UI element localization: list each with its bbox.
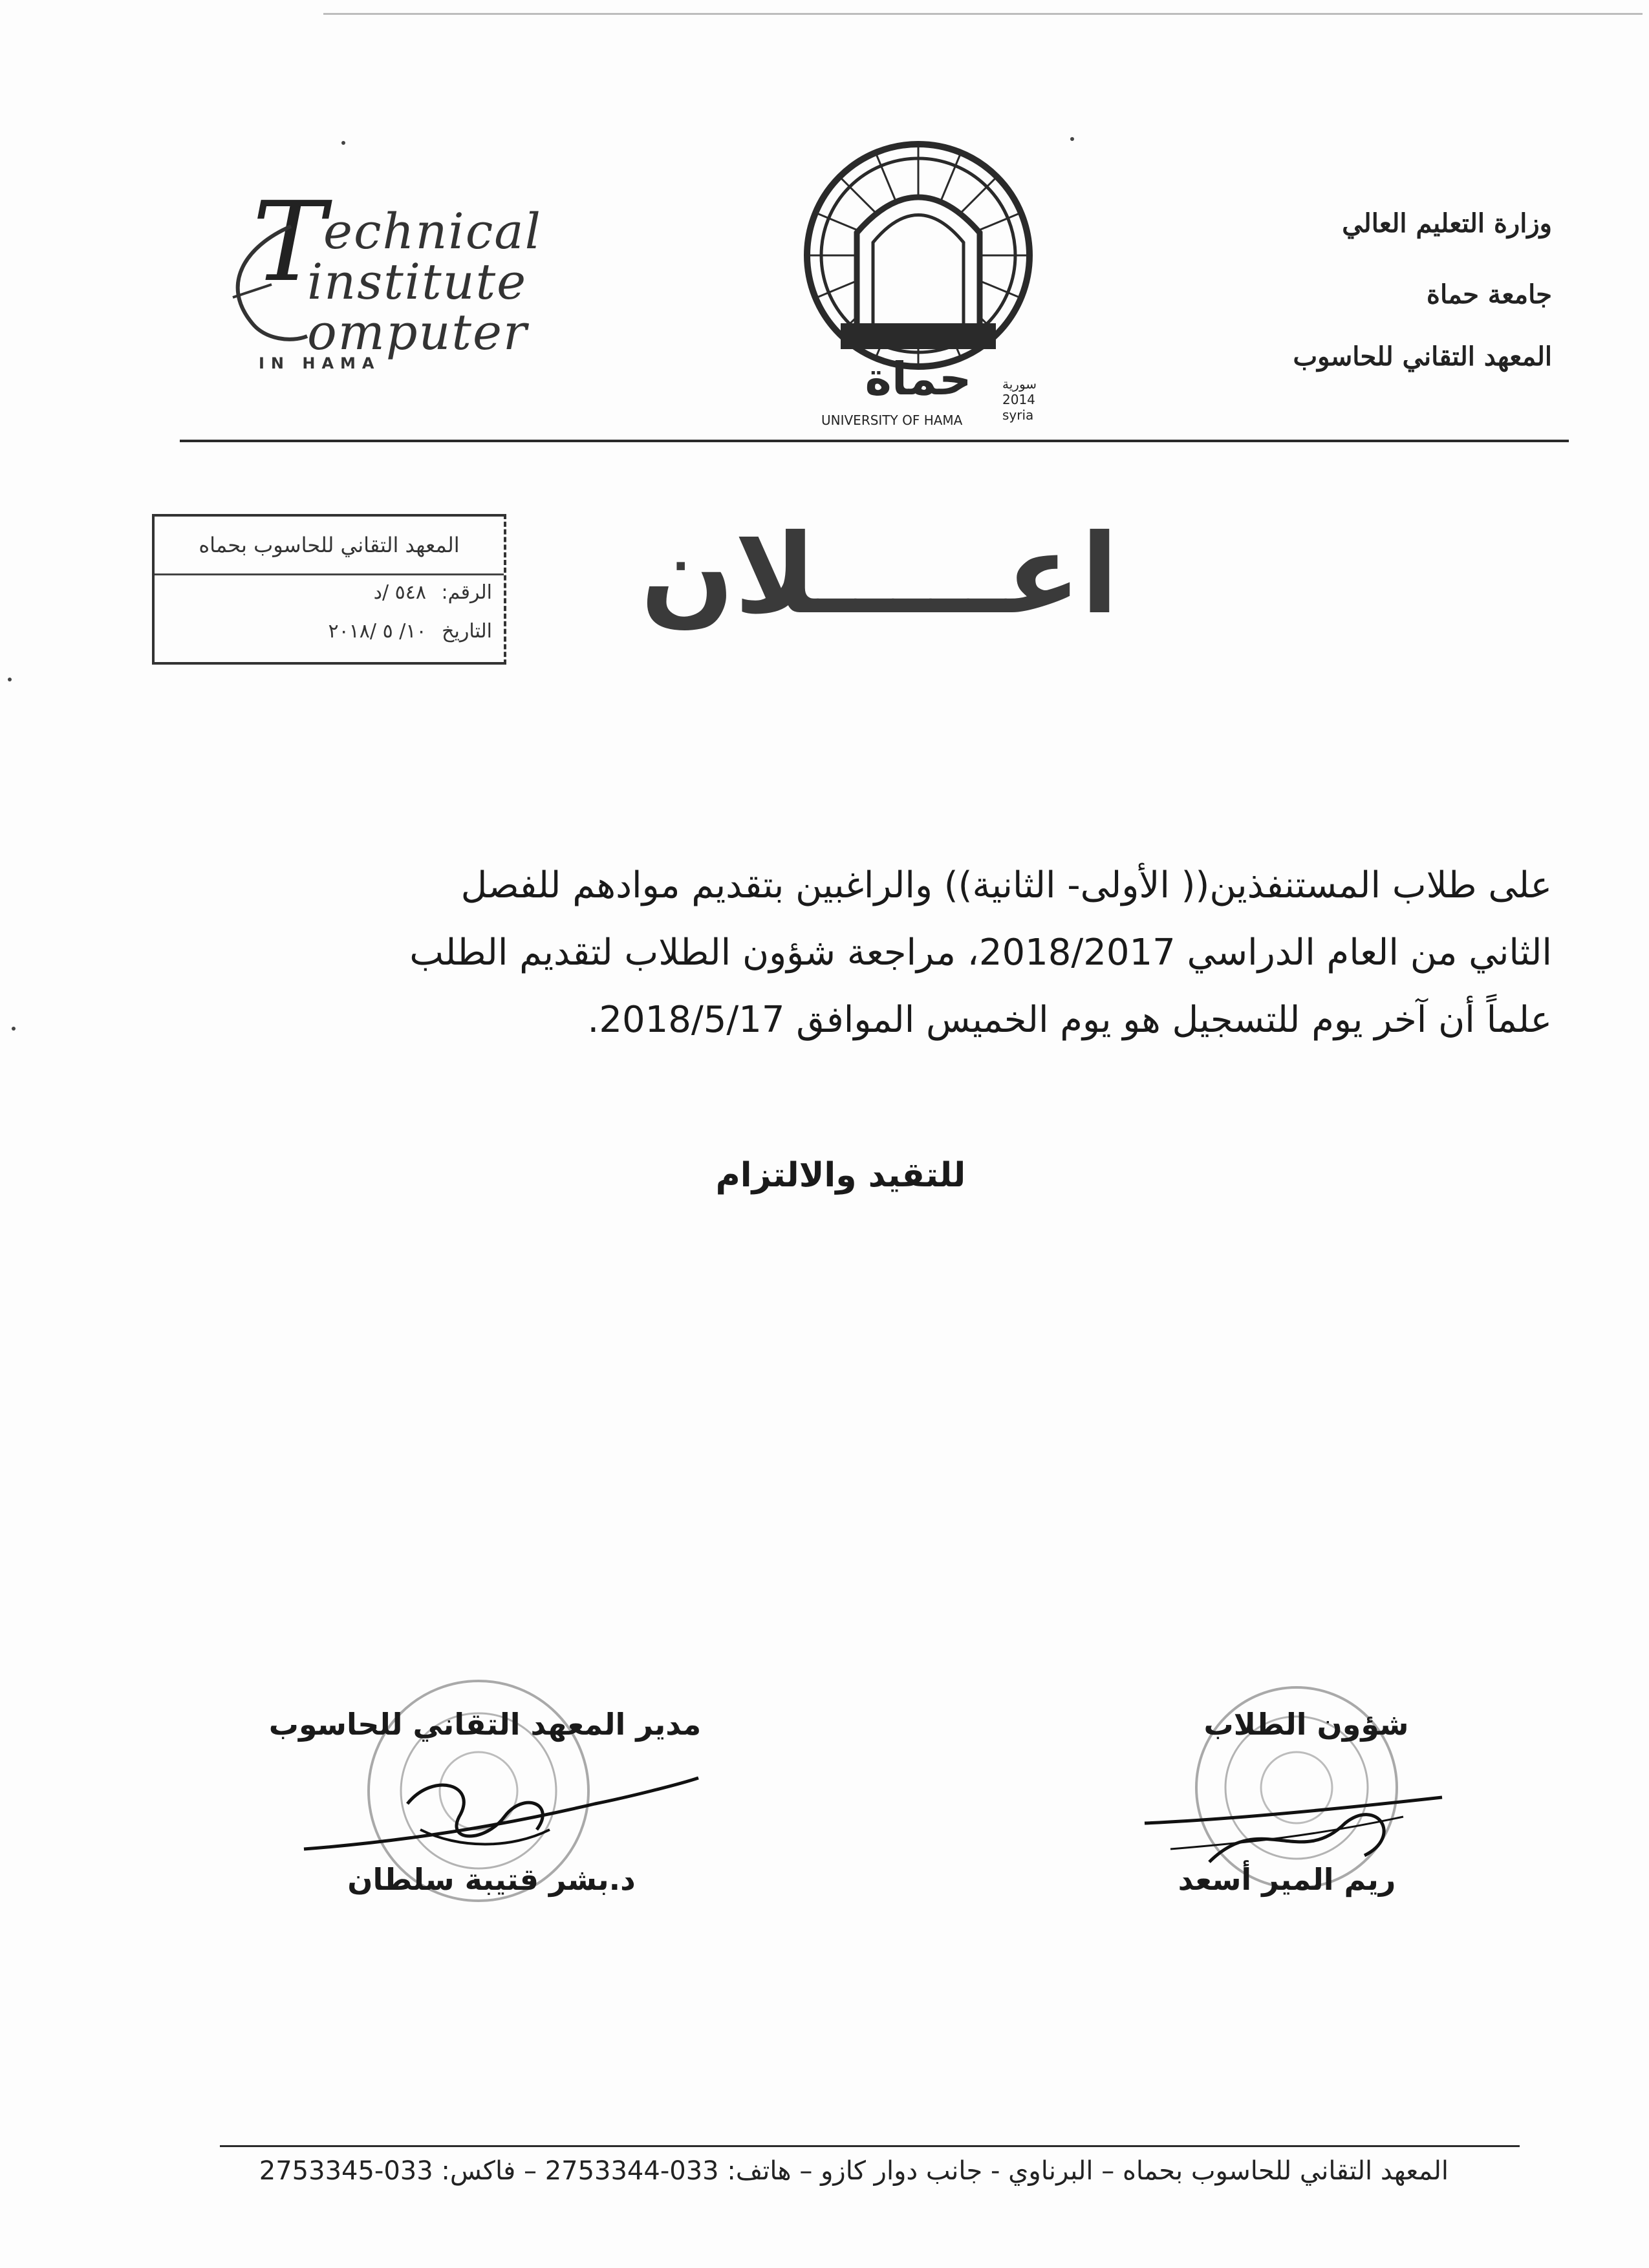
closing-line: للتقيد والالتزام [715, 1156, 966, 1195]
scan-speck [8, 678, 12, 681]
announcement-body [226, 852, 1552, 1054]
technical-institute-logo [194, 178, 582, 381]
logo-line-in-hama: IN HAMA [259, 354, 381, 372]
body-line-1: على طلاب المستنفذين(( الأولى- الثانية)) والراغبين بتقديم موادهم للفصل [460, 864, 1552, 906]
emblem-script-word: حماة [865, 352, 972, 405]
footer-divider [220, 2145, 1520, 2147]
institute-name: المعهد التقاني للحاسوب [1293, 341, 1552, 372]
stamp-date-label: التاريخ [442, 620, 492, 643]
director-title: مدير المعهد التقاني للحاسوب [268, 1707, 702, 1742]
waterwheel-icon [795, 136, 1067, 407]
stamp-heading: المعهد التقاني للحاسوب بحماه [155, 517, 504, 575]
stamp-date-value: ١٠/ ٥ /٢٠١٨ [328, 620, 427, 643]
logo-line-technical: echnical [323, 202, 542, 260]
university-emblem [795, 136, 1067, 433]
body-line-3: علماً أن آخر يوم للتسجيل هو يوم الخميس الموافق 2018/5/17. [587, 999, 1552, 1041]
stamp-number-label: الرقم: [441, 581, 492, 604]
emblem-year: 2014 [1002, 392, 1035, 407]
university-name: جامعة حماة [1426, 279, 1552, 310]
registry-stamp [152, 514, 506, 665]
emblem-side-text [1002, 376, 1037, 423]
emblem-caption: UNIVERSITY OF HAMA [821, 412, 963, 428]
scan-speck [341, 141, 345, 145]
director-name: د.بشر قتيبة سلطان [347, 1862, 636, 1897]
scan-speck [1070, 137, 1074, 141]
footer-address: المعهد التقاني للحاسوب بحماه – البرناوي - جانب دوار كازو – هاتف: 033-2753344 – فاكس: 033-2753345 [259, 2156, 1449, 2186]
header-divider [180, 440, 1569, 442]
student-affairs-name: ريم المير أسعد [1178, 1862, 1396, 1897]
scan-edge-line [323, 13, 1643, 15]
emblem-country-en: syria [1002, 407, 1034, 423]
scan-speck [12, 1027, 16, 1031]
body-line-2: الثاني من العام الدراسي 2018/2017، مراجعة شؤون الطلاب لتقديم الطلب [409, 932, 1552, 974]
stamp-number-row [374, 581, 492, 604]
logo-t-glyph: T [252, 178, 326, 306]
announcement-title: اعـــــلان [640, 511, 1119, 639]
emblem-country-ar: سورية [1002, 376, 1037, 392]
logo-line-institute: institute [307, 253, 528, 310]
ministry-name: وزارة التعليم العالي [1342, 208, 1552, 239]
stamp-number-value: ٥٤٨ /د [373, 581, 426, 604]
student-affairs-title: شؤون الطلاب [1203, 1707, 1409, 1742]
logo-line-computer: omputer [307, 303, 528, 361]
stamp-date-row [328, 620, 492, 643]
